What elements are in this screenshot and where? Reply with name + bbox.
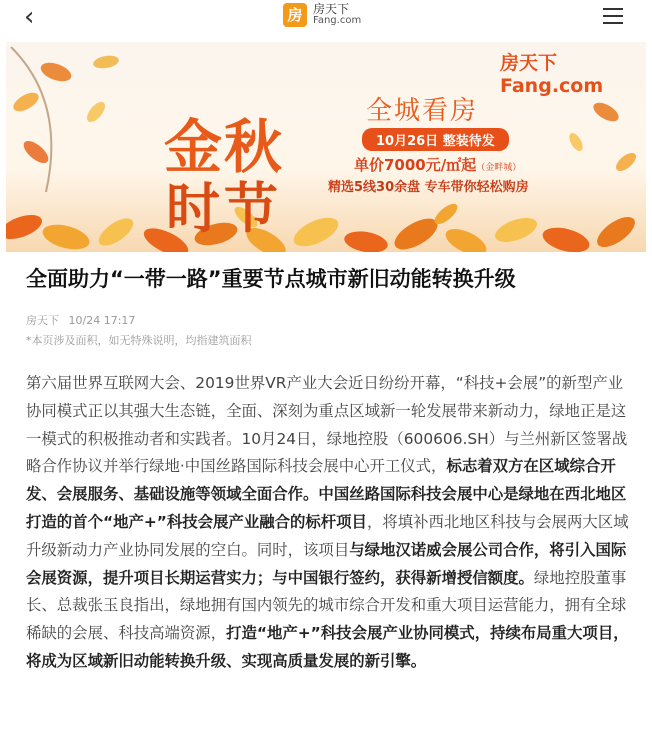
banner-subtitle: 全城看房 (366, 96, 479, 126)
banner-price: 单价7000元/㎡起（金畔城） (354, 156, 522, 174)
promo-banner[interactable] (6, 42, 646, 252)
article-source: 房天下 (26, 314, 59, 327)
hamburger-menu-icon[interactable] (603, 8, 623, 24)
site-logo[interactable] (283, 3, 361, 27)
logo-icon: 房 (283, 3, 307, 27)
banner-title-line2: 时节 (166, 176, 282, 240)
top-bar (0, 0, 652, 34)
banner-promo-text: 精选5线30余盘 专车带你轻松购房 (328, 180, 529, 195)
article-meta (26, 312, 141, 328)
logo-name: 房天下 (313, 2, 350, 16)
banner-title-line1: 金秋 (164, 113, 285, 181)
article-body: 第六届世界互联网大会、2019世界VR产业大会近日纷纷开幕，“科技+会展”的新型产业协同模式正以其强大生态链，全面、深刻为重点区域新一轮发展带来新动力，绿地正是这一模式的积极推动者和实践者。10月24日，绿地控股（600606.SH）与兰州新区签署战略合作协议并举行绿地·中国丝路国际科技会展中心开工仪式，标志着双方在区域综合开发、会展服务、基础设施等领域全面合作。中国丝路国际科技会展中心是绿地在西北地区打造的首个“地产+”科技会展产业融合的标杆项目，将填补西北地区科技与会展两大区域升级新动力产业协同发展的空白。同时，该项目与绿地汉诺威会展公司合作，将引入国际会展资源，提升项目长期运营实力；与中国银行签约，获得新增授信额度。绿地控股董事长、总裁张玉良指出，绿地拥有国内领先的城市综合开发和重大项目运营能力，拥有全球稀缺的会展、科技高端资源，打造“地产+”科技会展产业协同模式，持续布局重大项目，将成为区域新旧动能转换升级、实现高质量发展的新引擎。 (26, 374, 629, 670)
chevron-left-icon[interactable]: ‹ (24, 2, 35, 32)
area-note: *本页涉及面积，如无特殊说明，均指建筑面积 (26, 334, 252, 347)
banner-date-badge: 10月26日 整装待发 (362, 128, 509, 151)
article-time: 10/24 17:17 (68, 314, 136, 327)
article-title: 全面助力“一带一路”重要节点城市新旧动能转换升级 (26, 267, 516, 291)
logo-domain: Fang.com (313, 15, 362, 26)
banner-brand: 房天下Fang.com (500, 52, 604, 97)
